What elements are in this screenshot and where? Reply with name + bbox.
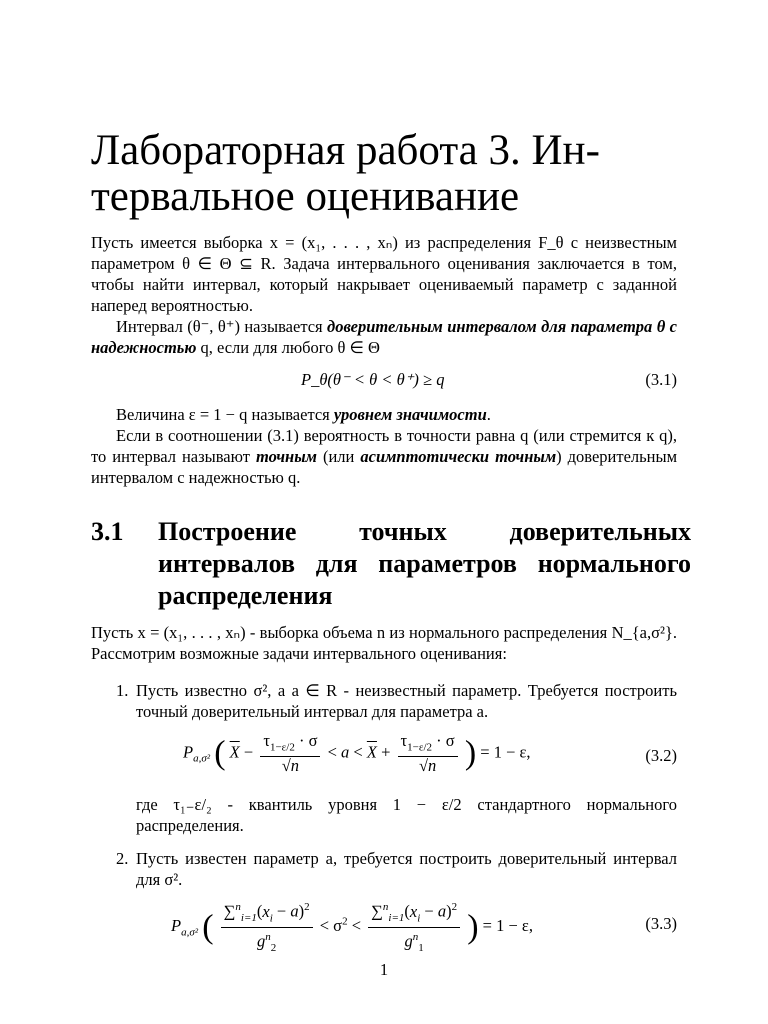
- title-line-2: тервальное оценивание: [91, 173, 520, 220]
- equation-3-3-body: $P_{a,\sigma^2}$ ( $\frac{\sum^n_{i=1}(x_i - a)^2}{g^n_2}$ < $\sigma^2$ < $\frac{\sum^n_{i=1}(x_i - a)^2}{g^n_1}$ ) = 1 − ε,: [171, 898, 533, 957]
- term-asymptotically-exact: асимптотически точным: [360, 447, 557, 466]
- intro-paragraph-1: Пусть имеется выборка x = (x₁, . . . , xₙ) из распределения F_θ с неизвестным параметром θ ∈ Θ ⊆ R. Задача интервального оценивания заключается в том, чтобы найти интервал, который накрывает оцениваемый параметр с заданной наперед вероятностью.: [91, 233, 677, 315]
- equation-3-2: [91, 732, 677, 782]
- p4-text-b: (или: [316, 447, 361, 466]
- section-paragraph-1: Пусть x = (x₁, . . . , xₙ) - выборка объема n из нормального распределения N_{a,σ²}. Рассмотрим возможные задачи интервального оценивания:: [91, 623, 677, 663]
- intro-paragraph-4: [91, 425, 677, 488]
- title-line-1: Лабораторная работа 3. Ин-: [91, 127, 600, 174]
- equation-3-2-body: $P_{a,\sigma^2}$ ( $\overline{X}$ − $\frac{\tau_{1-\varepsilon/2} \cdot \sigma}{√n}$ < $a < \overline{X}$ + $\frac{\tau_{1-\varepsilon/2} \cdot \sigma}{√n}$ ) = 1 − ε,: [183, 731, 531, 776]
- list-item-number: 1.: [116, 681, 129, 700]
- equation-3-3-number: (3.3): [645, 914, 677, 933]
- term-exact: точным: [255, 447, 317, 466]
- p3-text-b: .: [486, 405, 491, 424]
- list-item-text: Пусть известно σ², а a ∈ R - неизвестный параметр. Требуется построить точный доверительный интервал для параметра a.: [136, 681, 677, 721]
- list-item: [91, 848, 677, 890]
- equation-3-2-number: (3.2): [645, 746, 677, 765]
- list-item-continuation: [91, 794, 677, 836]
- equation-3-1: [91, 368, 677, 408]
- intro-paragraph-3: [91, 404, 677, 425]
- quantile-note: где τ₁₋ε/₂ - квантиль уровня 1 − ε/2 стандартного нормального распределения.: [136, 795, 677, 835]
- p4-text-c: ) доверительным интервалом с надежностью q.: [91, 447, 678, 487]
- list-item-number: 2.: [116, 849, 129, 868]
- page-title: [91, 128, 691, 220]
- list-item-text: Пусть известен параметр a, требуется построить доверительный интервал для σ².: [136, 849, 677, 889]
- term-significance-level: уровнем значимости: [333, 405, 487, 424]
- section-number: 3.1: [91, 517, 124, 546]
- p2-text-b: q, если для любого θ ∈ Θ: [196, 338, 380, 357]
- equation-3-1-body: P_θ(θ⁻ < θ < θ⁺) ≥ q: [301, 370, 445, 389]
- list-item: [91, 680, 677, 722]
- p2-text-a: Интервал (θ⁻, θ⁺) называется: [116, 317, 328, 336]
- section-title: Построение точных доверительных интервалов для параметров нормального распределения: [158, 517, 691, 610]
- intro-paragraph-2: [91, 316, 677, 358]
- equation-3-3: [91, 898, 677, 954]
- p3-text-a: Величина ε = 1 − q называется: [116, 405, 334, 424]
- equation-3-1-number: (3.1): [645, 370, 677, 389]
- term-confidence-interval: доверительным интервалом для параметра θ с надежностью: [91, 317, 677, 357]
- p4-text-a: Если в соотношении (3.1) вероятность в точности равна q (или стремится к q), то интервал называют: [91, 426, 677, 466]
- page-number: 1: [379, 960, 389, 979]
